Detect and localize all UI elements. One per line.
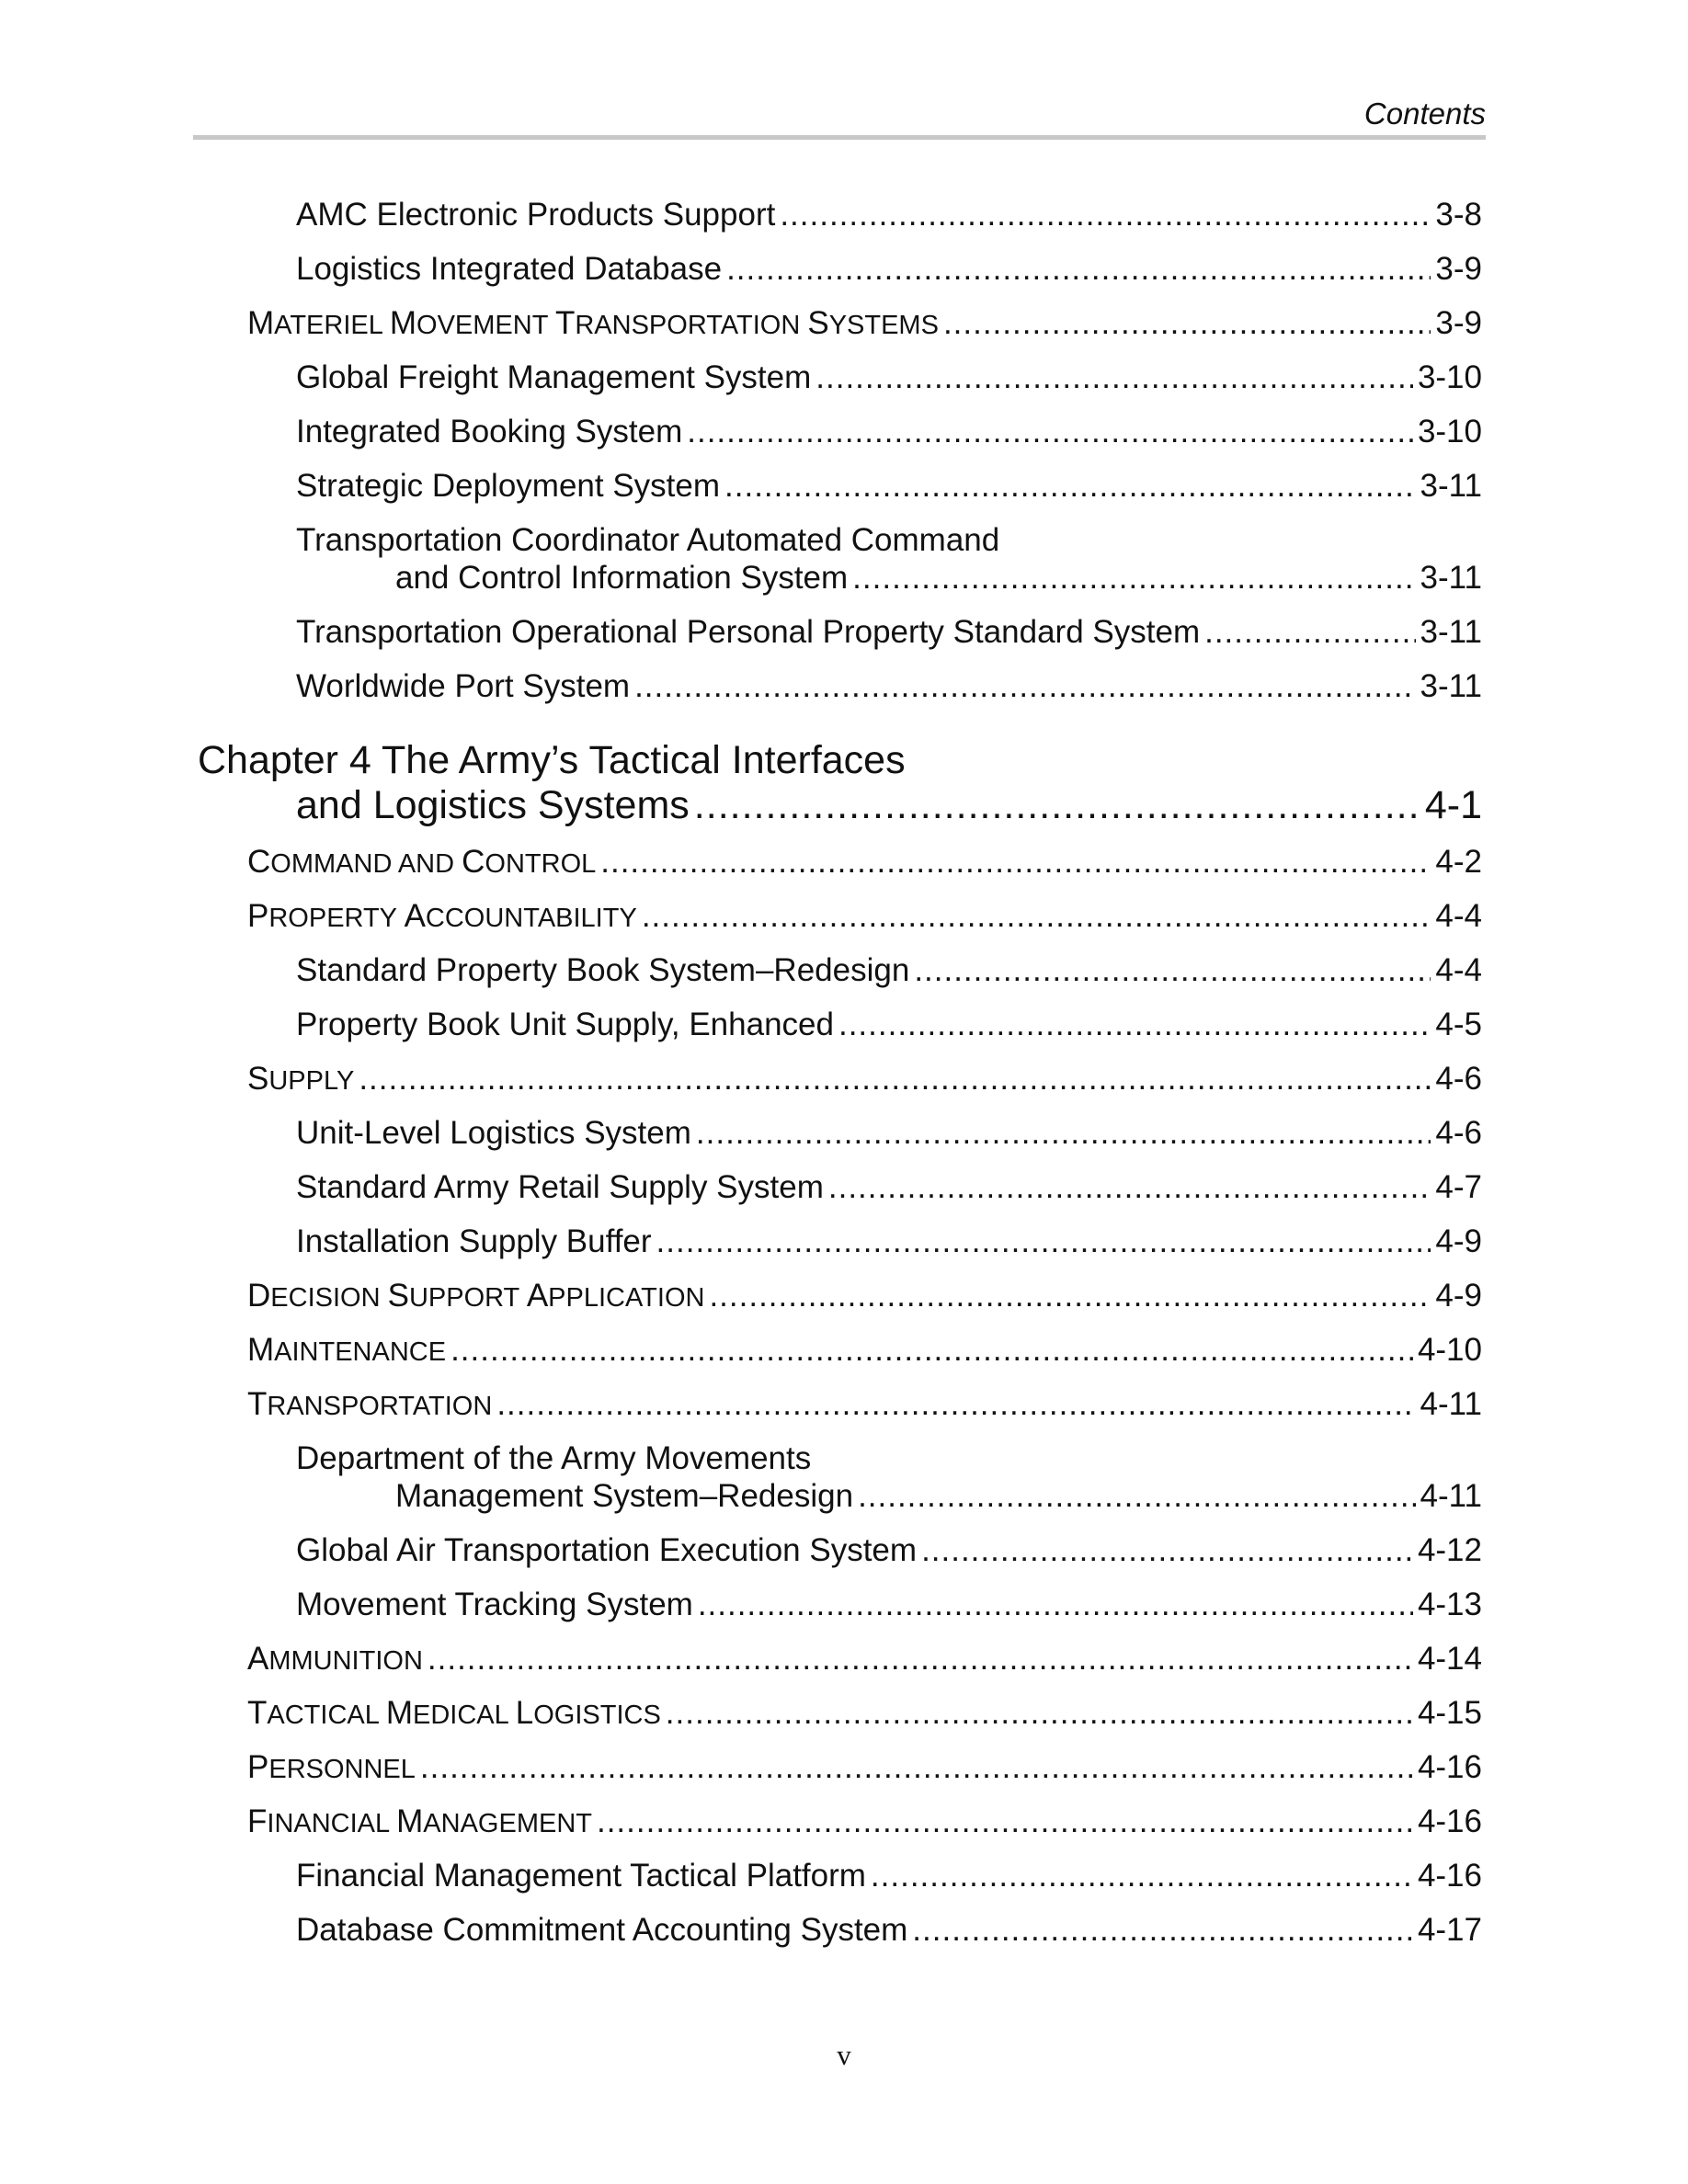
toc-entry-standard-army-retail-supply-system[interactable] bbox=[296, 1169, 1482, 1206]
chapter-4-title-line1: Chapter 4 The Army’s Tactical Interfaces bbox=[198, 738, 906, 782]
toc-entry-label: Standard Property Book System–Redesign bbox=[296, 952, 910, 988]
toc-entry-label: Database Commitment Accounting System bbox=[296, 1912, 908, 1948]
dot-leader bbox=[634, 668, 1415, 705]
toc-section-label: FINANCIAL MANAGEMENT bbox=[247, 1803, 592, 1839]
dot-leader bbox=[656, 1223, 1431, 1260]
toc-section-label: AMMUNITION bbox=[247, 1641, 423, 1677]
dot-leader bbox=[914, 952, 1431, 989]
toc-entry-installation-supply-buffer[interactable] bbox=[296, 1223, 1482, 1260]
toc-section-label: DECISION SUPPORT APPLICATION bbox=[247, 1278, 705, 1314]
toc-section-label: MATERIEL MOVEMENT TRANSPORTATION SYSTEMS bbox=[247, 305, 939, 341]
toc-entry-worldwide-port-system[interactable] bbox=[296, 668, 1482, 705]
dot-leader bbox=[696, 1115, 1431, 1152]
toc-entry-label: Financial Management Tactical Platform bbox=[296, 1858, 866, 1894]
toc-page-number: 4-11 bbox=[1420, 1478, 1482, 1514]
toc-entry-property-book-unit-supply-enhanced[interactable] bbox=[296, 1007, 1482, 1043]
toc-section-supply[interactable] bbox=[247, 1061, 1482, 1098]
toc-section-label: TRANSPORTATION bbox=[247, 1386, 493, 1422]
toc-page-number: 3-9 bbox=[1435, 251, 1482, 287]
toc-entry-database-commitment-accounting-system[interactable] bbox=[296, 1912, 1482, 1949]
toc-page-number: 4-4 bbox=[1435, 898, 1482, 934]
toc-entry-integrated-booking-system[interactable] bbox=[296, 414, 1482, 450]
toc-page-number: 4-9 bbox=[1435, 1278, 1482, 1314]
toc-chapter-4[interactable] bbox=[296, 783, 1482, 828]
toc-section-ammunition[interactable] bbox=[247, 1641, 1482, 1678]
toc-section-transportation[interactable] bbox=[247, 1386, 1482, 1423]
dot-leader bbox=[921, 1532, 1413, 1569]
toc-entry-financial-management-tactical-platform[interactable] bbox=[296, 1858, 1482, 1894]
dot-leader bbox=[420, 1749, 1413, 1786]
toc-page-number: 4-14 bbox=[1417, 1641, 1482, 1677]
toc-page-number: 4-10 bbox=[1417, 1332, 1482, 1368]
toc-page-number: 3-8 bbox=[1435, 197, 1482, 233]
toc-page-number: 4-16 bbox=[1417, 1858, 1482, 1894]
toc-section-property-accountability[interactable] bbox=[247, 898, 1482, 935]
toc-entry-logistics-integrated-database[interactable] bbox=[296, 251, 1482, 288]
toc-entry-strategic-deployment-system[interactable] bbox=[296, 468, 1482, 505]
dot-leader bbox=[600, 844, 1431, 881]
toc-page-number: 3-11 bbox=[1420, 560, 1482, 596]
toc-entry-label: Standard Army Retail Supply System bbox=[296, 1169, 824, 1205]
toc-entry-label: Movement Tracking System bbox=[296, 1587, 693, 1622]
dot-leader bbox=[943, 305, 1431, 342]
dot-leader bbox=[852, 560, 1415, 597]
dot-leader bbox=[828, 1169, 1431, 1206]
toc-page-number: 4-1 bbox=[1424, 783, 1482, 827]
dot-leader bbox=[642, 898, 1431, 935]
dot-leader bbox=[858, 1478, 1415, 1515]
running-head: Contents bbox=[1363, 97, 1486, 131]
chapter-title-label: and Logistics Systems bbox=[296, 783, 690, 827]
dot-leader bbox=[694, 783, 1420, 828]
toc-section-label: MAINTENANCE bbox=[247, 1332, 447, 1368]
toc-section-label: PROPERTY ACCOUNTABILITY bbox=[247, 898, 637, 934]
toc-page-number: 3-10 bbox=[1417, 414, 1482, 449]
toc-entry-label: and Control Information System bbox=[395, 560, 849, 596]
dot-leader bbox=[698, 1587, 1413, 1623]
toc-page-number: 3-11 bbox=[1420, 668, 1482, 704]
toc-page-number: 3-11 bbox=[1420, 468, 1482, 504]
toc-entry-label: Unit-Level Logistics System bbox=[296, 1115, 691, 1151]
toc-page-number: 4-6 bbox=[1435, 1115, 1482, 1151]
toc-entry-label: Global Freight Management System bbox=[296, 359, 812, 395]
dot-leader bbox=[1204, 614, 1415, 651]
toc-page-number: 3-11 bbox=[1420, 614, 1482, 650]
toc-entry-dammsr-line1: Department of the Army Movements bbox=[296, 1440, 812, 1476]
dot-leader bbox=[597, 1803, 1413, 1840]
toc-page-number: 3-10 bbox=[1417, 359, 1482, 395]
dot-leader bbox=[496, 1386, 1415, 1423]
dot-leader bbox=[871, 1858, 1413, 1894]
toc-entry-amc-electronic-products-support[interactable] bbox=[296, 197, 1482, 233]
toc-page-number: 4-2 bbox=[1435, 844, 1482, 880]
dot-leader bbox=[815, 359, 1413, 396]
toc-entry-unit-level-logistics-system[interactable] bbox=[296, 1115, 1482, 1152]
toc-entry-global-air-transportation-execution-system[interactable] bbox=[296, 1532, 1482, 1569]
toc-section-materiel-movement-transportation-systems[interactable] bbox=[247, 305, 1482, 342]
toc-page-number: 4-4 bbox=[1435, 952, 1482, 988]
toc-page-number: 4-15 bbox=[1417, 1695, 1482, 1731]
toc-entry-movement-tracking-system[interactable] bbox=[296, 1587, 1482, 1623]
toc-page-number: 3-9 bbox=[1435, 305, 1482, 341]
toc-entry-label: Global Air Transportation Execution System bbox=[296, 1532, 918, 1568]
toc-entry-standard-property-book-system-redesign[interactable] bbox=[296, 952, 1482, 989]
dot-leader bbox=[726, 251, 1431, 288]
toc-entry-label: AMC Electronic Products Support bbox=[296, 197, 776, 233]
toc-section-maintenance[interactable] bbox=[247, 1332, 1482, 1369]
dot-leader bbox=[359, 1061, 1431, 1098]
dot-leader bbox=[687, 414, 1413, 450]
toc-section-label: TACTICAL MEDICAL LOGISTICS bbox=[247, 1695, 661, 1731]
toc-page-number: 4-12 bbox=[1417, 1532, 1482, 1568]
toc-entry-label: Logistics Integrated Database bbox=[296, 251, 723, 287]
toc-entry-label: Worldwide Port System bbox=[296, 668, 631, 704]
header-rule bbox=[193, 135, 1486, 140]
dot-leader bbox=[428, 1641, 1413, 1678]
dot-leader bbox=[912, 1912, 1413, 1949]
toc-entry-label: Property Book Unit Supply, Enhanced bbox=[296, 1007, 834, 1042]
toc-entry-transportation-operational-personal-property-standard-system[interactable] bbox=[296, 614, 1482, 651]
toc-page-number: 4-5 bbox=[1435, 1007, 1482, 1042]
toc-page-number: 4-13 bbox=[1417, 1587, 1482, 1622]
toc-entry-label: Installation Supply Buffer bbox=[296, 1223, 652, 1259]
dot-leader bbox=[451, 1332, 1413, 1369]
dot-leader bbox=[709, 1278, 1431, 1314]
dot-leader bbox=[780, 197, 1431, 233]
toc-page-number: 4-9 bbox=[1435, 1223, 1482, 1259]
toc-entry-label: Strategic Deployment System bbox=[296, 468, 721, 504]
toc-section-tactical-medical-logistics[interactable] bbox=[247, 1695, 1482, 1732]
toc-page-number: 4-16 bbox=[1417, 1749, 1482, 1785]
toc-section-label: SUPPLY bbox=[247, 1061, 355, 1097]
toc-entry-label: Management System–Redesign bbox=[395, 1478, 854, 1514]
toc-entry-tc-aims[interactable] bbox=[395, 560, 1482, 597]
toc-page-number: 4-17 bbox=[1417, 1912, 1482, 1948]
toc-section-label: PERSONNEL bbox=[247, 1749, 416, 1785]
toc-entry-tc-aims-line1: Transportation Coordinator Automated Command bbox=[296, 522, 1000, 558]
dot-leader bbox=[666, 1695, 1413, 1732]
dot-leader bbox=[838, 1007, 1431, 1043]
toc-section-personnel[interactable] bbox=[247, 1749, 1482, 1786]
toc-page-number: 4-7 bbox=[1435, 1169, 1482, 1205]
toc-section-command-and-control[interactable] bbox=[247, 844, 1482, 881]
toc-section-financial-management[interactable] bbox=[247, 1803, 1482, 1840]
toc-section-decision-support-application[interactable] bbox=[247, 1278, 1482, 1314]
toc-entry-global-freight-management-system[interactable] bbox=[296, 359, 1482, 396]
toc-entry-label: Transportation Operational Personal Property Standard System bbox=[296, 614, 1201, 650]
toc-entry-label: Integrated Booking System bbox=[296, 414, 683, 449]
page-number-folio: v bbox=[837, 2039, 851, 2071]
toc-page-number: 4-16 bbox=[1417, 1803, 1482, 1839]
toc-section-label: COMMAND AND CONTROL bbox=[247, 844, 597, 880]
toc-entry-dammsr[interactable] bbox=[395, 1478, 1482, 1515]
dot-leader bbox=[724, 468, 1416, 505]
toc-page-number: 4-6 bbox=[1435, 1061, 1482, 1097]
toc-page-number: 4-11 bbox=[1420, 1386, 1482, 1422]
